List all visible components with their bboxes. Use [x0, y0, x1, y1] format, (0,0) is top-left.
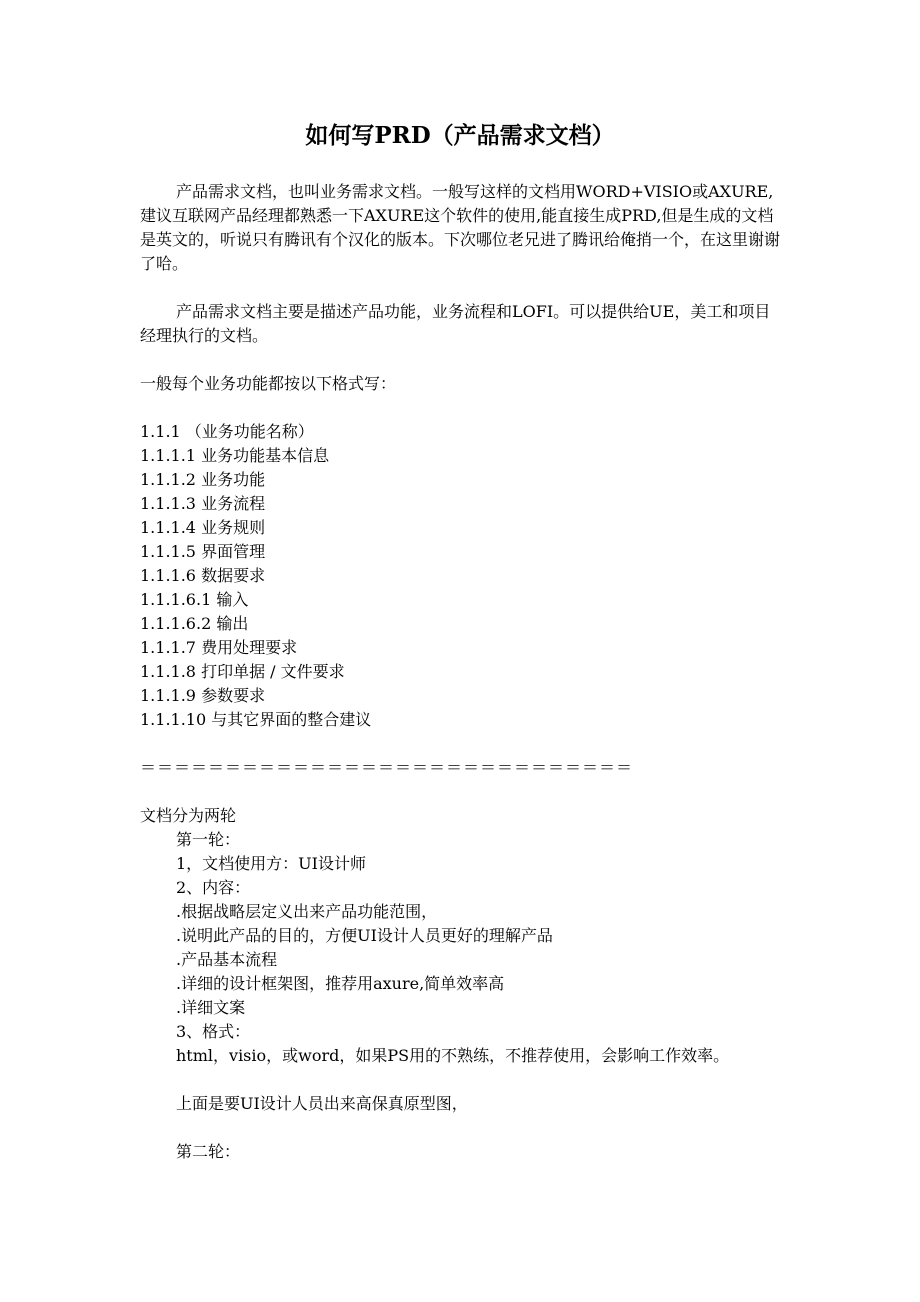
outline-item: 1.1.1.5 界面管理 [140, 542, 266, 561]
paragraph-gap [140, 732, 780, 756]
paragraph-gap [140, 1068, 780, 1092]
round1-content-item: .详细文案 [176, 998, 246, 1017]
rounds-heading: 文档分为两轮 [140, 806, 237, 825]
outline-item: 1.1.1.10 与其它界面的整合建议 [140, 710, 372, 729]
document-title: 如何写PRD（产品需求文档） [305, 122, 615, 149]
outline-item: 1.1.1.2 业务功能 [140, 470, 266, 489]
outline-list [140, 420, 780, 732]
outline-item: 1.1.1 （业务功能名称） [140, 422, 314, 441]
round1-item-user: 1，文档使用方：UI设计师 [176, 854, 366, 873]
format-heading: 一般每个业务功能都按以下格式写： [140, 374, 397, 393]
paragraph-gap [140, 348, 780, 372]
round1-item-format: 3、格式： [176, 1022, 251, 1041]
round1-label: 第一轮： [176, 830, 241, 849]
round1-content-item: .产品基本流程 [176, 950, 278, 969]
paragraph-gap [140, 276, 780, 300]
paragraph-gap [140, 1116, 780, 1140]
outline-item: 1.1.1.6 数据要求 [140, 566, 266, 585]
round2-label: 第二轮： [176, 1142, 241, 1161]
outline-item: 1.1.1.3 业务流程 [140, 494, 266, 513]
round1-content-item: .根据战略层定义出来产品功能范围， [176, 902, 438, 921]
round1-item-content: 2、内容： [176, 878, 251, 897]
intro-paragraph-1: 产品需求文档，也叫业务需求文档。一般写这样的文档用WORD+VISIO或AXURE,建议互联网产品经理都熟悉一下AXURE这个软件的使用,能直接生成PRD,但是生成的文档是英文的，听说只有腾讯有个汉化的版本。下次哪位老兄进了腾讯给俺捎一个，在这里谢谢了哈。 [140, 182, 781, 273]
outline-item: 1.1.1.7 费用处理要求 [140, 638, 298, 657]
outline-item: 1.1.1.4 业务规则 [140, 518, 266, 537]
outline-item: 1.1.1.9 参数要求 [140, 686, 266, 705]
document-body [140, 180, 780, 1164]
outline-item: 1.1.1.1 业务功能基本信息 [140, 446, 330, 465]
paragraph-gap [140, 396, 780, 420]
round1-content-item: .说明此产品的目的，方便UI设计人员更好的理解产品 [176, 926, 553, 945]
paragraph-gap [140, 780, 780, 804]
outline-item: 1.1.1.6.1 输入 [140, 590, 249, 609]
round1-summary: 上面是要UI设计人员出来高保真原型图， [176, 1094, 468, 1113]
round1-format-text: html，visio，或word，如果PS用的不熟练，不推荐使用，会影响工作效率。 [176, 1046, 730, 1065]
outline-item: 1.1.1.6.2 输出 [140, 614, 249, 633]
round1-content-item: .详细的设计框架图，推荐用axure,简单效率高 [176, 974, 505, 993]
separator-line: ＝＝＝＝＝＝＝＝＝＝＝＝＝＝＝＝＝＝＝＝＝＝＝＝＝＝＝＝＝ [140, 758, 634, 777]
intro-paragraph-2: 产品需求文档主要是描述产品功能，业务流程和LOFI。可以提供给UE，美工和项目经理执行的文档。 [140, 302, 771, 345]
outline-item: 1.1.1.8 打印单据 / 文件要求 [140, 662, 345, 681]
